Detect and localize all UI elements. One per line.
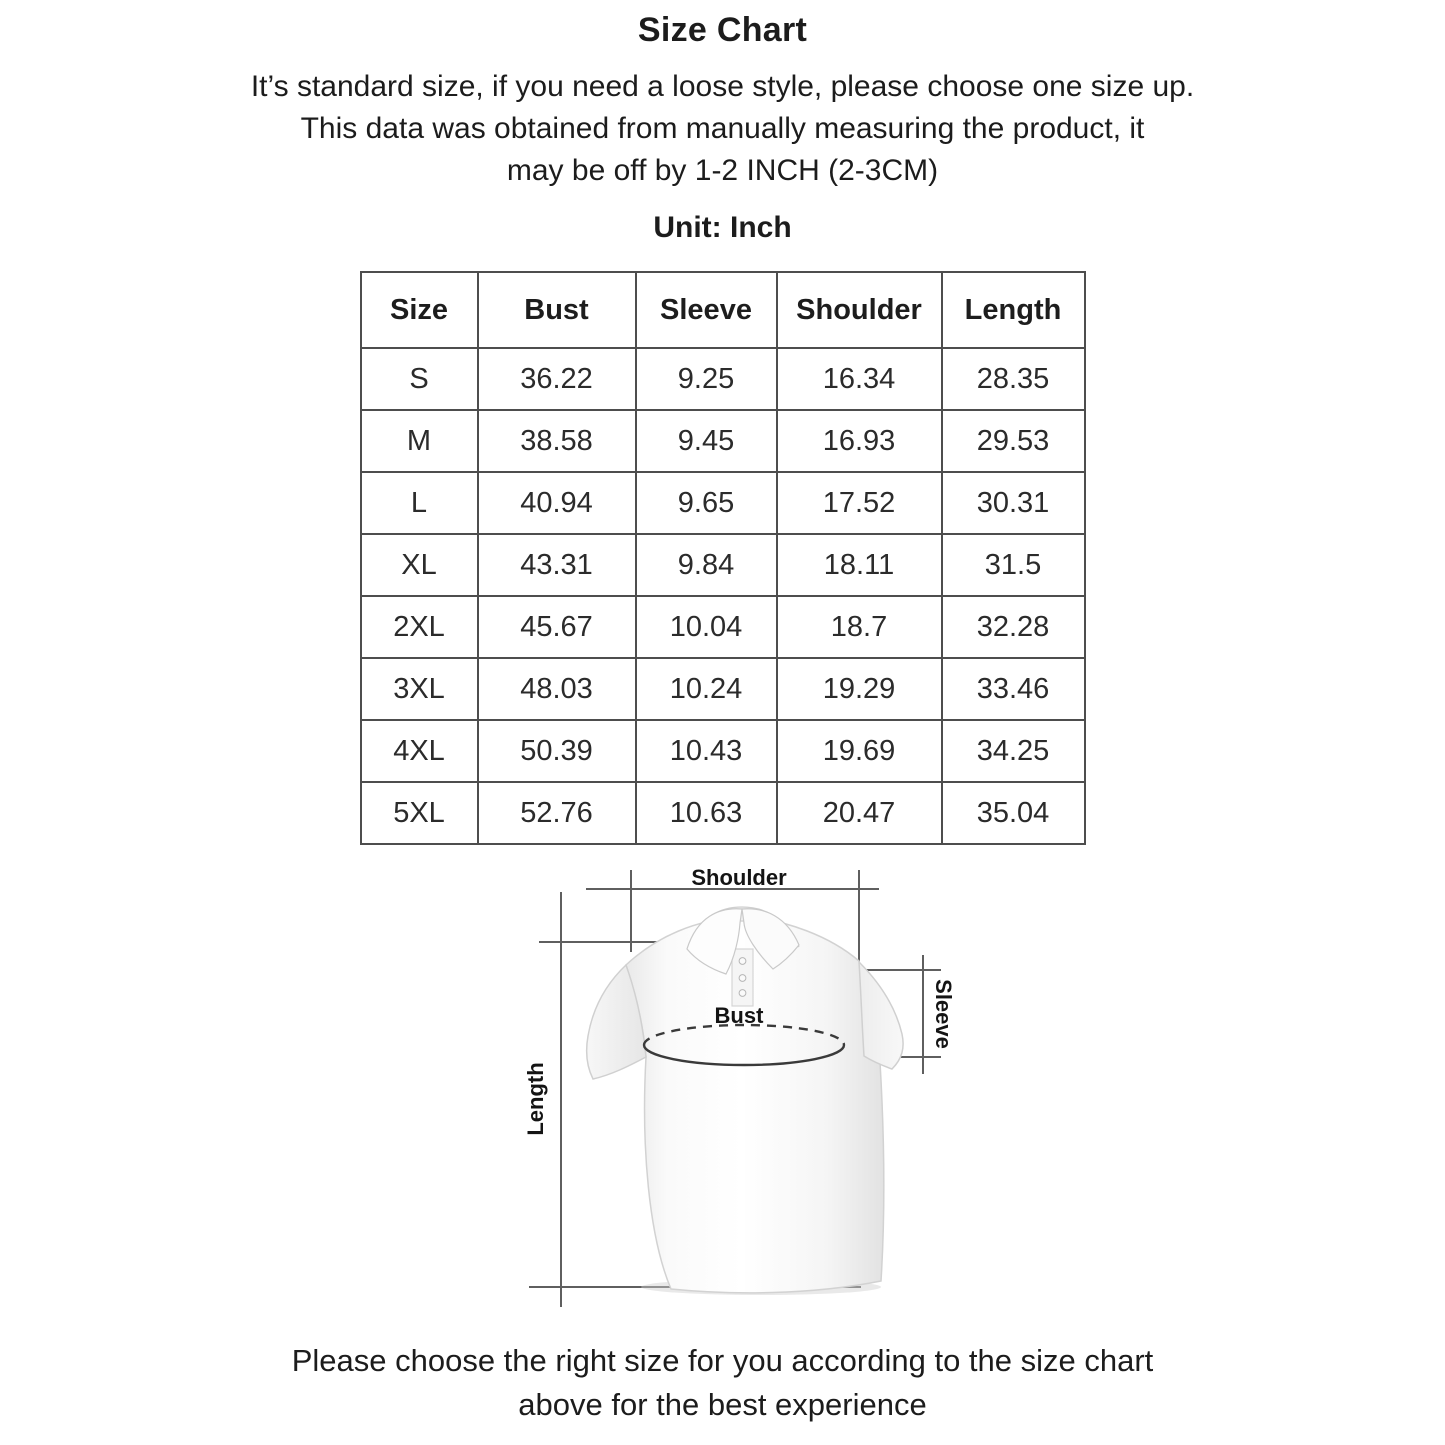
- sleeve-label: Sleeve: [930, 979, 956, 1049]
- size-cell: 5XL: [361, 782, 478, 844]
- size-note-line: This data was obtained from manually measuring the product, it: [300, 112, 1145, 145]
- table-row: [361, 348, 1085, 410]
- length-label: Length: [522, 1062, 548, 1136]
- shirt-button: [739, 958, 746, 965]
- footer-note-line: above for the best experience: [518, 1387, 927, 1422]
- length-cell: 30.31: [942, 472, 1085, 534]
- length-cell: 35.04: [942, 782, 1085, 844]
- footer-note-line: Please choose the right size for you according to the size chart: [291, 1343, 1154, 1378]
- sleeve-cell: 10.43: [636, 720, 777, 782]
- sleeve-cell: 9.25: [636, 348, 777, 410]
- shirt-button: [739, 990, 746, 997]
- table-row: [361, 658, 1085, 720]
- shoulder-cell: 19.69: [777, 720, 942, 782]
- sleeve-cell: 9.45: [636, 410, 777, 472]
- size-cell: 2XL: [361, 596, 478, 658]
- size-cell: L: [361, 472, 478, 534]
- sleeve-cell: 9.84: [636, 534, 777, 596]
- length-cell: 29.53: [942, 410, 1085, 472]
- table-header-row: [361, 272, 1085, 348]
- shirt-body: [626, 917, 884, 1293]
- bust-cell: 36.22: [478, 348, 636, 410]
- sleeve-cell: 10.04: [636, 596, 777, 658]
- length-cell: 32.28: [942, 596, 1085, 658]
- size-cell: XL: [361, 534, 478, 596]
- bust-cell: 52.76: [478, 782, 636, 844]
- shoulder-cell: 16.93: [777, 410, 942, 472]
- bust-cell: 48.03: [478, 658, 636, 720]
- shoulder-cell: 18.7: [777, 596, 942, 658]
- size-note: [0, 66, 1445, 192]
- size-note-line: It’s standard size, if you need a loose style, please choose one size up.: [250, 70, 1195, 103]
- size-cell: 4XL: [361, 720, 478, 782]
- table-row: [361, 472, 1085, 534]
- page-title: Size Chart: [637, 11, 808, 49]
- sleeve-cell: 10.63: [636, 782, 777, 844]
- table-row: [361, 534, 1085, 596]
- size-table: [360, 271, 1086, 845]
- length-cell: 33.46: [942, 658, 1085, 720]
- table-row: [361, 720, 1085, 782]
- sleeve-cell: 10.24: [636, 658, 777, 720]
- length-cell: 28.35: [942, 348, 1085, 410]
- sleeve-cell: 9.65: [636, 472, 777, 534]
- bust-cell: 43.31: [478, 534, 636, 596]
- table-row: [361, 596, 1085, 658]
- column-header-sleeve: Sleeve: [636, 272, 777, 348]
- measurement-diagram: [481, 857, 1001, 1319]
- shoulder-cell: 19.29: [777, 658, 942, 720]
- length-cell: 34.25: [942, 720, 1085, 782]
- bust-cell: 45.67: [478, 596, 636, 658]
- table-row: [361, 410, 1085, 472]
- column-header-bust: Bust: [478, 272, 636, 348]
- length-cell: 31.5: [942, 534, 1085, 596]
- shoulder-cell: 17.52: [777, 472, 942, 534]
- shirt-right-sleeve: [859, 962, 903, 1069]
- bust-cell: 38.58: [478, 410, 636, 472]
- shoulder-cell: 18.11: [777, 534, 942, 596]
- shoulder-label: Shoulder: [690, 865, 787, 890]
- size-note-line: may be off by 1-2 INCH (2-3CM): [506, 154, 939, 187]
- size-cell: S: [361, 348, 478, 410]
- bust-cell: 40.94: [478, 472, 636, 534]
- size-cell: M: [361, 410, 478, 472]
- measurement-diagram-svg: [481, 857, 1001, 1319]
- footer-note: [0, 1339, 1445, 1427]
- table-row: [361, 782, 1085, 844]
- bust-label: Bust: [714, 1003, 763, 1028]
- shoulder-cell: 16.34: [777, 348, 942, 410]
- bust-cell: 50.39: [478, 720, 636, 782]
- column-header-length: Length: [942, 272, 1085, 348]
- column-header-shoulder: Shoulder: [777, 272, 942, 348]
- shirt-button: [739, 975, 746, 982]
- shoulder-cell: 20.47: [777, 782, 942, 844]
- column-header-size: Size: [361, 272, 478, 348]
- unit-label: Unit: Inch: [653, 211, 792, 244]
- size-cell: 3XL: [361, 658, 478, 720]
- polo-shirt-illustration: [586, 907, 902, 1295]
